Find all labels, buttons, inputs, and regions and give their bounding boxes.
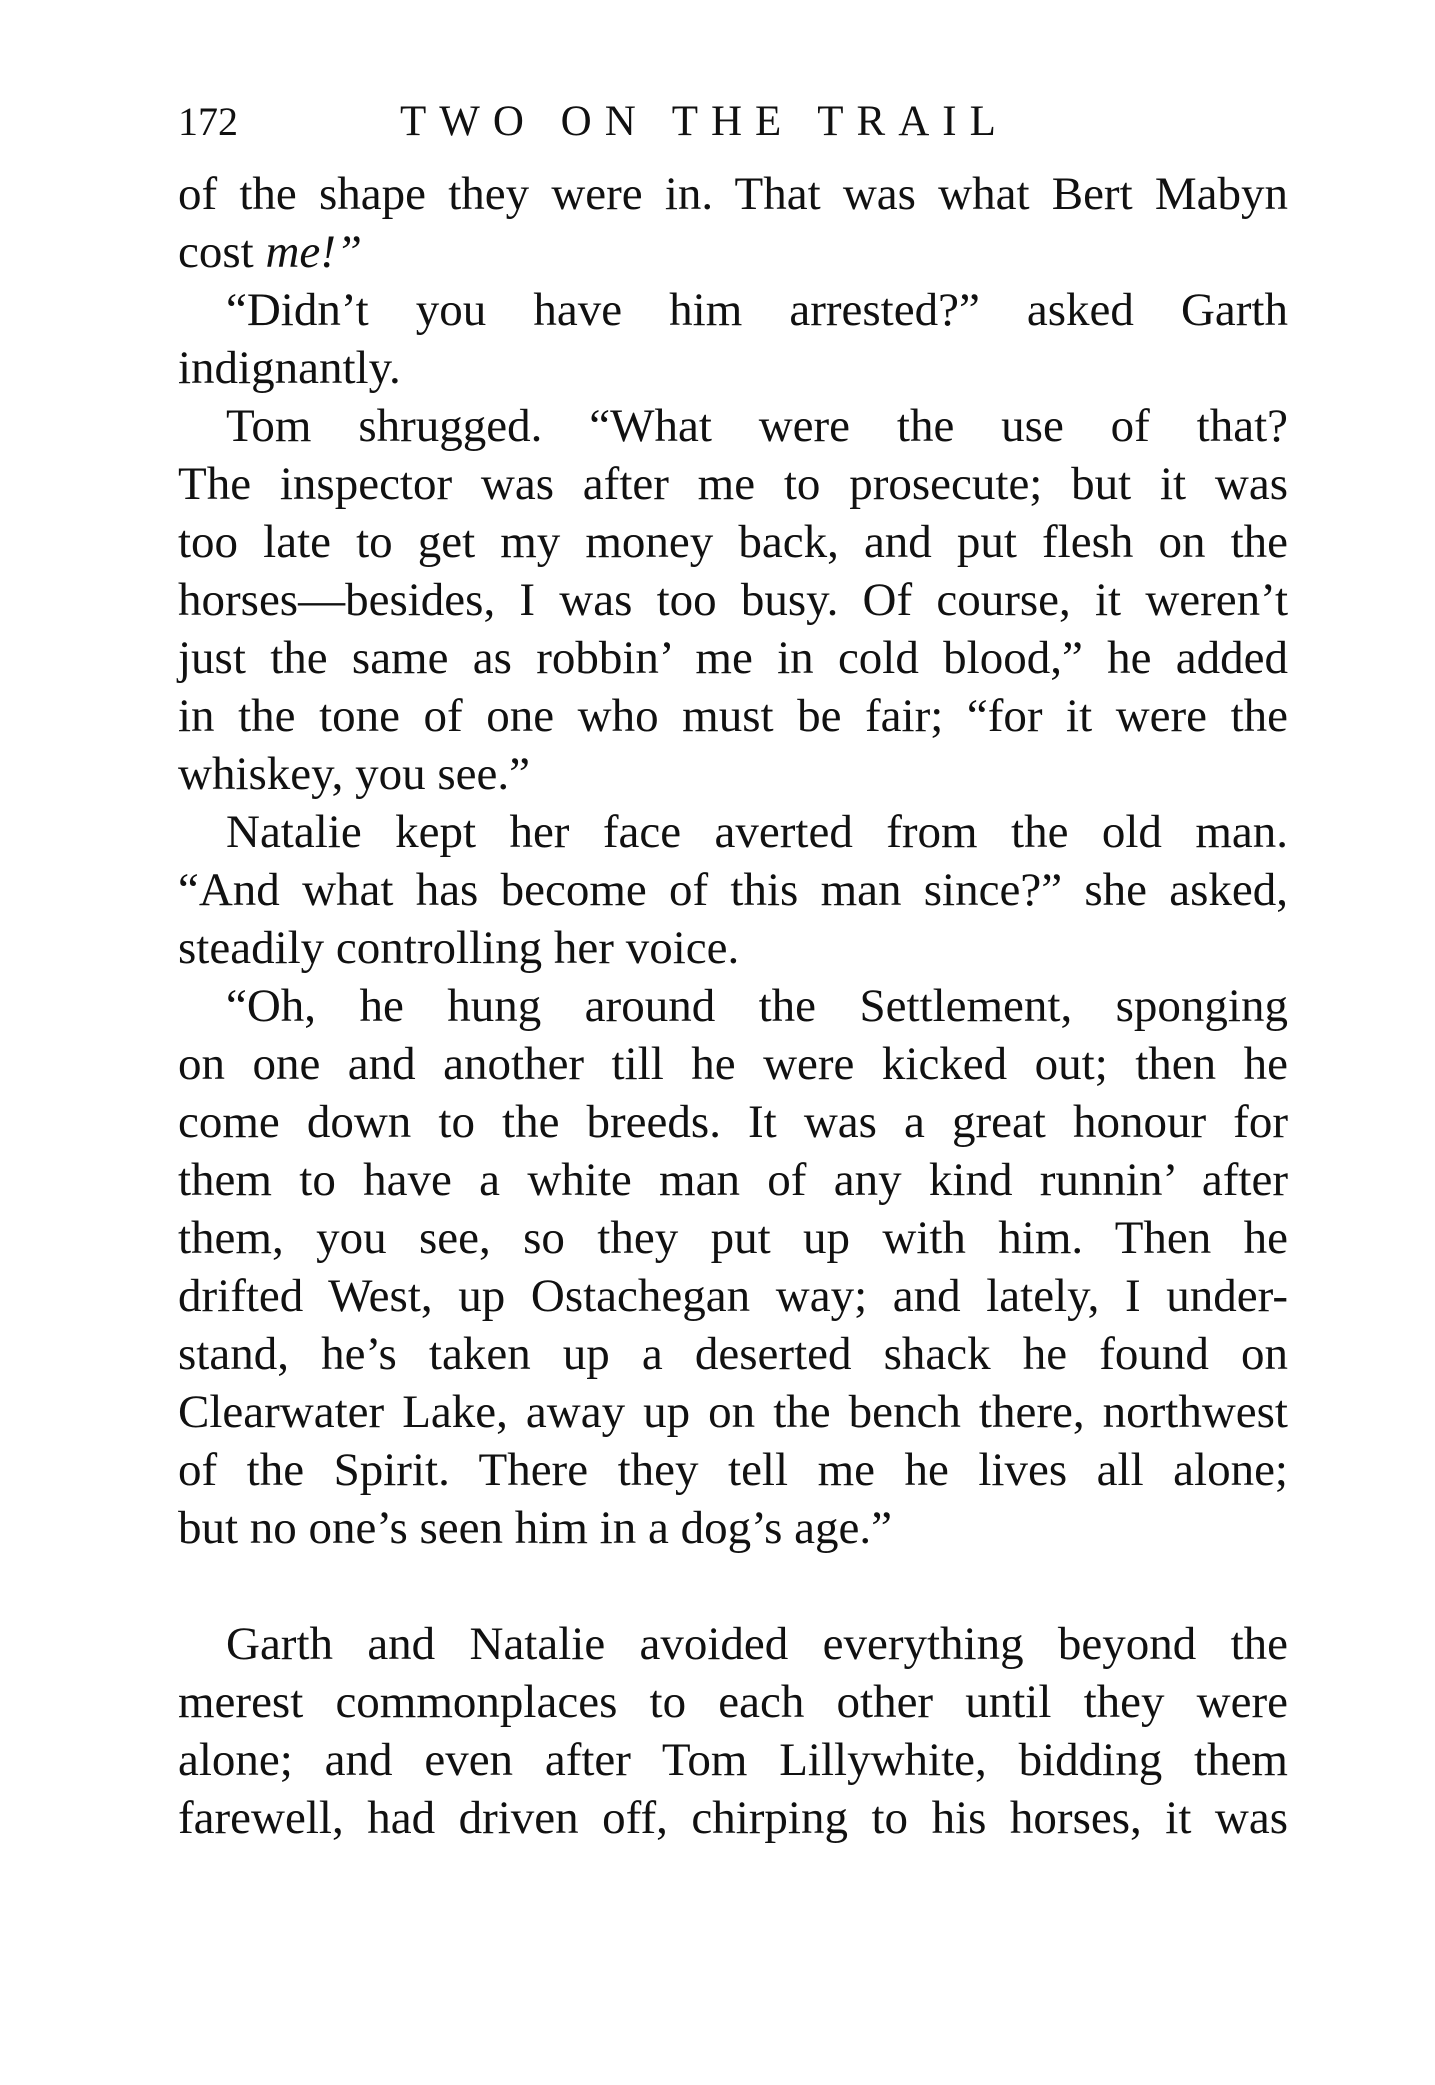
emphasized-text: me!” [265, 226, 363, 278]
text-line: Natalie kept her face averted from the old man. [226, 806, 1288, 858]
text-line: Tom shrugged. “What were the use of that? [226, 400, 1288, 452]
text-line: The inspector was after me to prosecute; but it was [178, 458, 1288, 510]
running-head [178, 92, 1288, 152]
text-line: them to have a white man of any kind runnin’ after [178, 1154, 1288, 1206]
text-line: on one and another till he were kicked out; then he [178, 1038, 1288, 1090]
text-line: horses—besides, I was too busy. Of course, it weren’t [178, 574, 1288, 626]
text-line: in the tone of one who must be fair; “for it were the [178, 690, 1288, 742]
text-line: merest commonplaces to each other until they were [178, 1676, 1288, 1728]
text-line [178, 223, 1288, 281]
body-text [178, 165, 1288, 1847]
text-line: farewell, had driven off, chirping to his horses, it was [178, 1792, 1288, 1844]
text-line: them, you see, so they put up with him. Then he [178, 1212, 1288, 1264]
running-title: TWO ON THE TRAIL [400, 98, 1009, 145]
text-line: of the shape they were in. That was what Bert Mabyn [178, 168, 1288, 220]
text-line: steadily controlling her voice. [178, 922, 740, 974]
text-line: stand, he’s taken up a deserted shack he found on [178, 1328, 1288, 1380]
text-line: whiskey, you see.” [178, 748, 530, 800]
text-line: “Didn’t you have him arrested?” asked Garth [226, 284, 1288, 336]
text-line: Clearwater Lake, away up on the bench there, northwest [178, 1386, 1288, 1438]
page-number: 172 [178, 99, 238, 144]
text-line: too late to get my money back, and put flesh on the [178, 516, 1288, 568]
text-line: of the Spirit. There they tell me he lives all alone; [178, 1444, 1288, 1496]
text-line: Garth and Natalie avoided everything beyond the [226, 1618, 1288, 1670]
text-line: just the same as robbin’ me in cold blood,” he added [178, 632, 1288, 684]
text-line: alone; and even after Tom Lillywhite, bidding them [178, 1734, 1288, 1786]
section-break [178, 1557, 1288, 1615]
text-fragment: cost [178, 226, 254, 278]
text-line: come down to the breeds. It was a great honour for [178, 1096, 1288, 1148]
text-line: drifted West, up Ostachegan way; and lately, I under- [178, 1270, 1288, 1322]
text-line: but no one’s seen him in a dog’s age.” [178, 1502, 892, 1554]
text-line: “And what has become of this man since?” she asked, [178, 864, 1288, 916]
text-line: “Oh, he hung around the Settlement, sponging [226, 980, 1288, 1032]
text-line: indignantly. [178, 342, 401, 394]
